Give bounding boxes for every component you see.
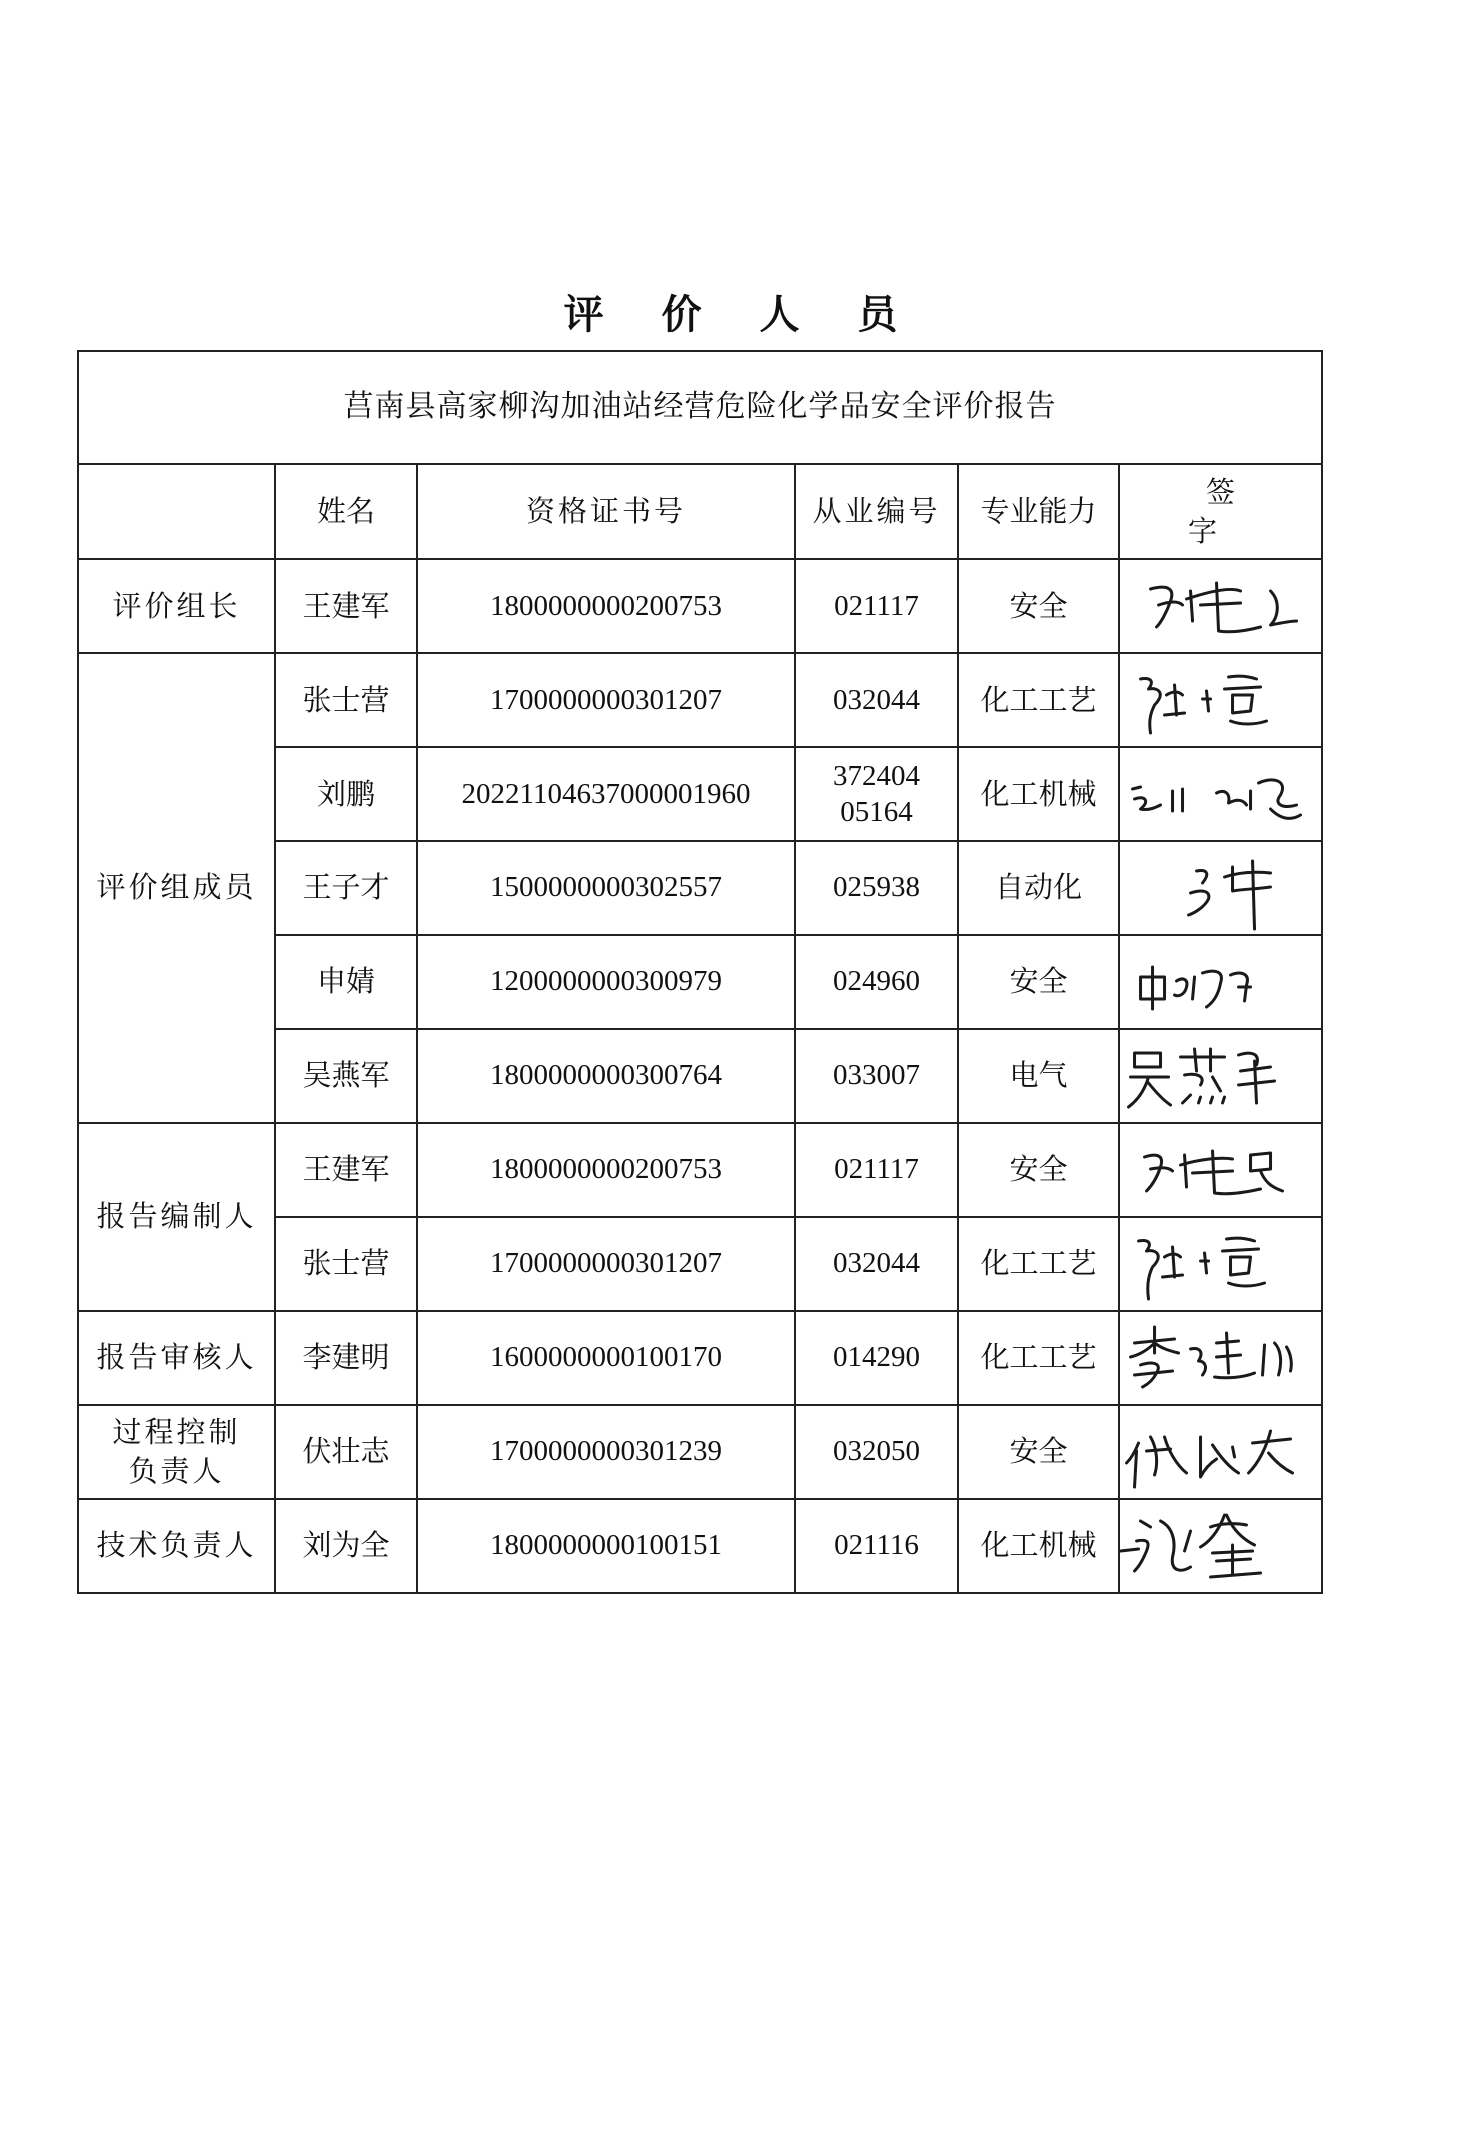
person-name: 张士营	[275, 653, 417, 747]
ability: 电气	[958, 1029, 1119, 1123]
group-reviewer: 报告审核人	[78, 1311, 275, 1405]
ability: 自动化	[958, 841, 1119, 935]
table-row	[78, 559, 1322, 653]
page-title: 评 价 人 员	[563, 292, 920, 338]
header-row	[78, 464, 1322, 559]
group-editors: 报告编制人	[78, 1123, 275, 1311]
table-row	[78, 653, 1322, 747]
handwritten-signature-icon	[1119, 841, 1322, 935]
reg-number: 014290	[795, 1311, 958, 1405]
personnel-table	[77, 350, 1323, 1594]
cert-number: 1700000000301239	[417, 1405, 795, 1499]
handwritten-signature-icon	[1119, 1405, 1322, 1499]
cert-number: 1800000000300764	[417, 1029, 795, 1123]
reg-number: 032050	[795, 1405, 958, 1499]
person-name: 张士营	[275, 1217, 417, 1311]
ability: 安全	[958, 559, 1119, 653]
handwritten-signature-icon	[1119, 1123, 1322, 1217]
ability: 安全	[958, 1123, 1119, 1217]
person-name: 王建军	[275, 559, 417, 653]
ability: 安全	[958, 1405, 1119, 1499]
group-members: 评价组成员	[78, 653, 275, 1123]
cert-number: 1700000000301207	[417, 653, 795, 747]
cert-number: 20221104637000001960	[417, 747, 795, 841]
person-name: 王建军	[275, 1123, 417, 1217]
person-name: 吴燕军	[275, 1029, 417, 1123]
cert-number: 1800000000100151	[417, 1499, 795, 1593]
reg-number: 021116	[795, 1499, 958, 1593]
person-name: 申婧	[275, 935, 417, 1029]
reg-number: 025938	[795, 841, 958, 935]
header-signature: 签 字	[1119, 464, 1322, 559]
person-name: 伏壮志	[275, 1405, 417, 1499]
person-name: 刘鹏	[275, 747, 417, 841]
handwritten-signature-icon	[1119, 1311, 1322, 1405]
reg-number: 024960	[795, 935, 958, 1029]
reg-number: 032044	[795, 1217, 958, 1311]
report-title-row	[78, 351, 1322, 464]
ability: 化工机械	[958, 1499, 1119, 1593]
table-row	[78, 1123, 1322, 1217]
header-reg: 从业编号	[795, 464, 958, 559]
cert-number: 1600000000100170	[417, 1311, 795, 1405]
handwritten-signature-icon	[1119, 1217, 1322, 1311]
group-process: 过程控制负责人	[78, 1405, 275, 1499]
cert-number: 1500000000302557	[417, 841, 795, 935]
reg-number: 021117	[795, 559, 958, 653]
reg-number: 033007	[795, 1029, 958, 1123]
ability: 化工工艺	[958, 1217, 1119, 1311]
ability: 安全	[958, 935, 1119, 1029]
reg-number: 021117	[795, 1123, 958, 1217]
person-name: 王子才	[275, 841, 417, 935]
cert-number: 1200000000300979	[417, 935, 795, 1029]
header-role	[78, 464, 275, 559]
ability: 化工机械	[958, 747, 1119, 841]
handwritten-signature-icon	[1119, 1029, 1322, 1123]
handwritten-signature-icon	[1119, 1499, 1322, 1593]
cert-number: 1800000000200753	[417, 559, 795, 653]
group-tech: 技术负责人	[78, 1499, 275, 1593]
person-name: 李建明	[275, 1311, 417, 1405]
handwritten-signature-icon	[1119, 935, 1322, 1029]
handwritten-signature-icon	[1119, 559, 1322, 653]
table-row	[78, 1405, 1322, 1499]
cert-number: 1800000000200753	[417, 1123, 795, 1217]
cert-number: 1700000000301207	[417, 1217, 795, 1311]
handwritten-signature-icon	[1119, 747, 1322, 841]
header-name: 姓名	[275, 464, 417, 559]
table-row	[78, 1499, 1322, 1593]
table-row	[78, 1311, 1322, 1405]
header-ability: 专业能力	[958, 464, 1119, 559]
report-name: 莒南县高家柳沟加油站经营危险化学品安全评价报告	[78, 351, 1322, 464]
ability: 化工工艺	[958, 1311, 1119, 1405]
header-cert: 资格证书号	[417, 464, 795, 559]
ability: 化工工艺	[958, 653, 1119, 747]
group-leader: 评价组长	[78, 559, 275, 653]
person-name: 刘为全	[275, 1499, 417, 1593]
reg-number: 372404 05164	[795, 747, 958, 841]
reg-number: 032044	[795, 653, 958, 747]
handwritten-signature-icon	[1119, 653, 1322, 747]
